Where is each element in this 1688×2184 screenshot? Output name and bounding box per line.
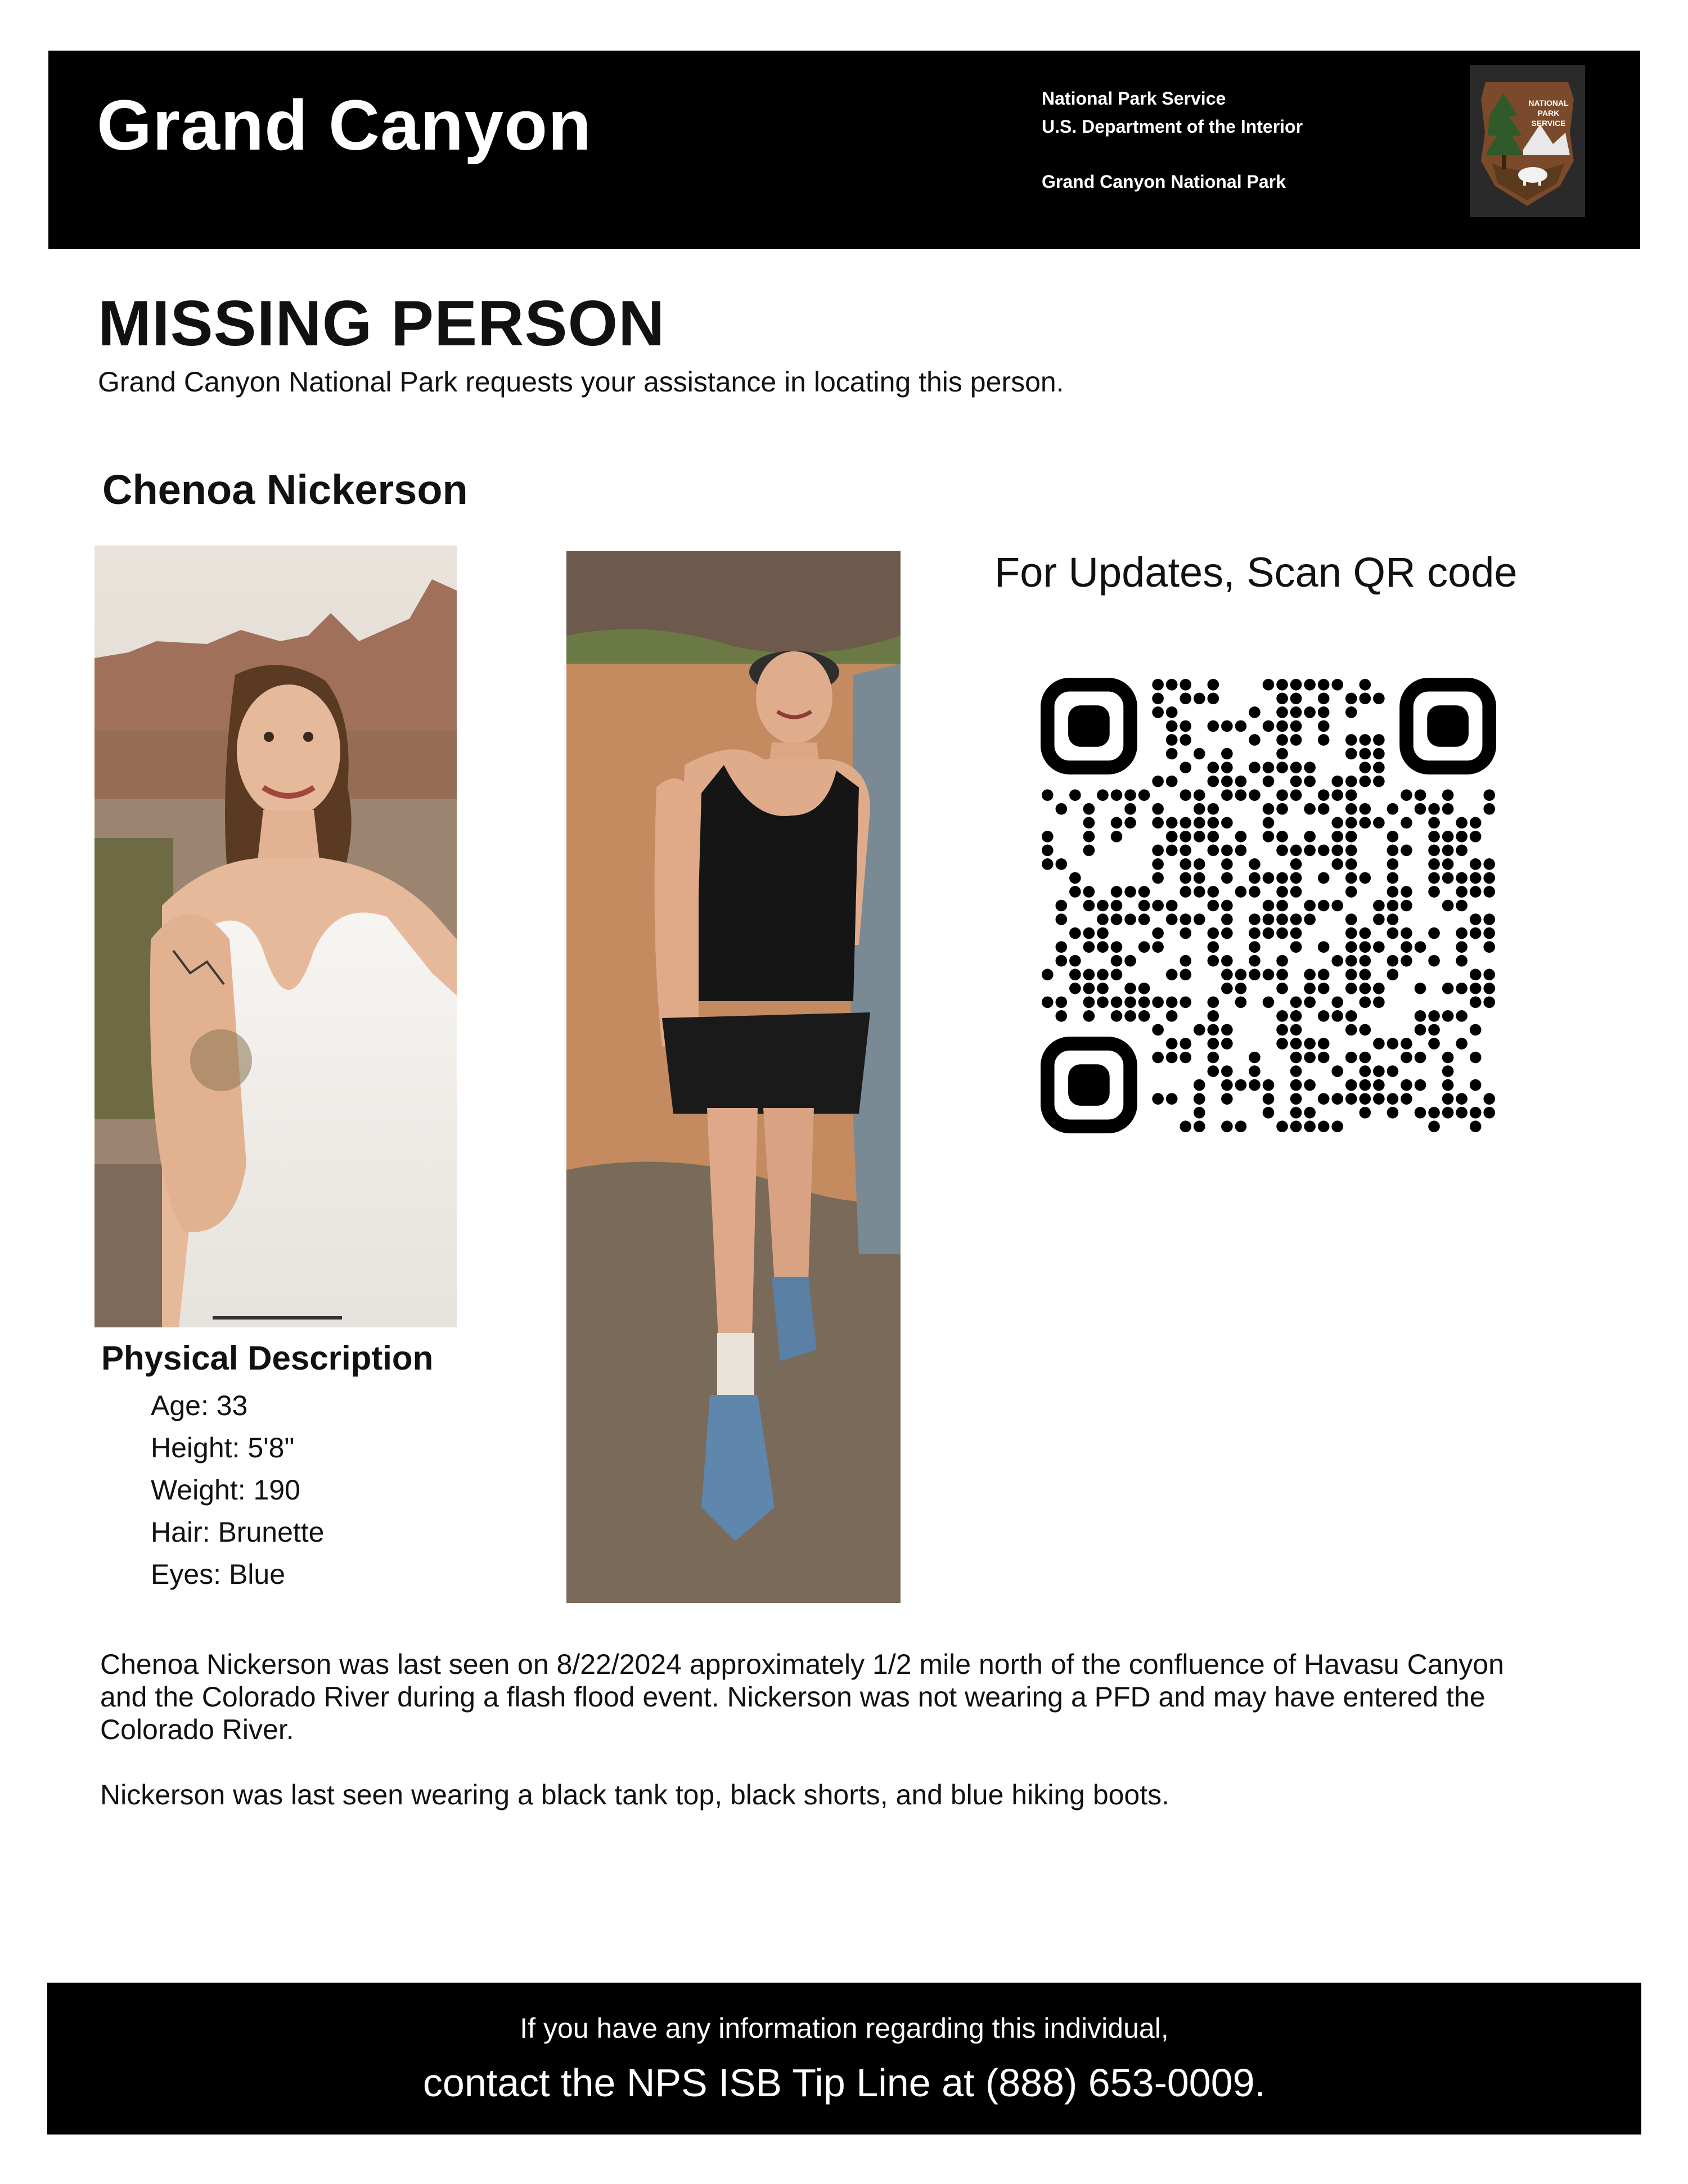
- svg-text:SERVICE: SERVICE: [1531, 119, 1566, 128]
- nps-arrowhead-logo: [1470, 65, 1585, 217]
- department-name: U.S. Department of the Interior: [1042, 116, 1303, 137]
- footer-info-text: If you have any information regarding this individual,: [520, 2012, 1169, 2044]
- qr-finder-pattern: [1047, 685, 1130, 767]
- tip-line-contact: contact the NPS ISB Tip Line at (888) 653-0009.: [422, 2061, 1266, 2105]
- footer-bar: [47, 1983, 1641, 2135]
- header-bar: [48, 51, 1640, 249]
- agency-block: [1042, 84, 1303, 196]
- last-seen-paragraph: Chenoa Nickerson was last seen on 8/22/2024 approximately 1/2 mile north of the confluence of Havasu Canyon and the Colorado River during a flash flood event. Nickerson was not wearing a PFD and may have entered the Colorado River.: [100, 1649, 1504, 1745]
- hiking-photo: [566, 551, 901, 1603]
- physical-description-list: [151, 1385, 324, 1596]
- park-unit-name: Grand Canyon National Park: [1042, 172, 1286, 192]
- qr-finder-pattern: [1406, 685, 1489, 767]
- svg-text:PARK: PARK: [1537, 109, 1560, 118]
- eyes-field: Eyes: Blue: [151, 1559, 286, 1590]
- age-field: Age: 33: [151, 1390, 248, 1421]
- assistance-request-text: Grand Canyon National Park requests your assistance in locating this person.: [98, 366, 1064, 398]
- qr-finder-pattern: [1047, 1043, 1130, 1126]
- logo-text: NATIONAL: [1528, 98, 1569, 107]
- qr-code[interactable]: [1041, 678, 1496, 1133]
- portrait-photo: [94, 546, 457, 1327]
- missing-person-heading: MISSING PERSON: [98, 288, 665, 359]
- agency-name: National Park Service: [1042, 88, 1226, 109]
- hair-field: Hair: Brunette: [151, 1516, 325, 1548]
- person-name: Chenoa Nickerson: [102, 466, 468, 513]
- incident-narrative: [100, 1648, 1551, 1844]
- height-field: Height: 5'8": [151, 1432, 295, 1463]
- clothing-paragraph: Nickerson was last seen wearing a black tank top, black shorts, and blue hiking boots.: [100, 1779, 1170, 1811]
- qr-caption: For Updates, Scan QR code: [994, 549, 1518, 596]
- park-title: Grand Canyon: [97, 85, 592, 165]
- physical-description-title: Physical Description: [101, 1339, 434, 1377]
- weight-field: Weight: 190: [151, 1474, 300, 1506]
